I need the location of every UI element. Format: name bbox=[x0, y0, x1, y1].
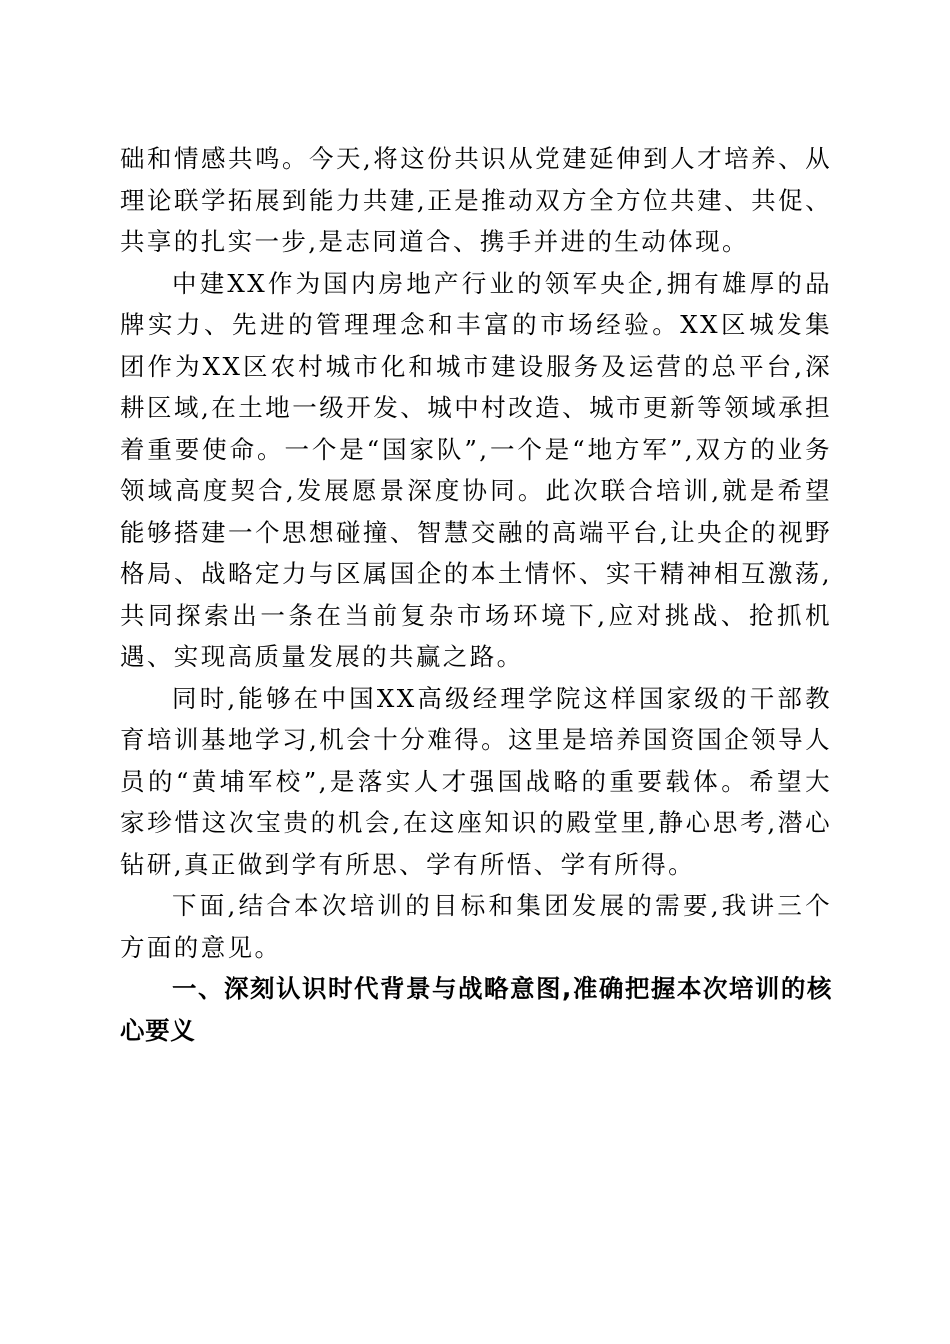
paragraph-continued: 础和情感共鸣。今天,将这份共识从党建延伸到人才培养、从理论联学拓展到能力共建,正是推动双方全方位共建、共促、共享的扎实一步,是志同道合、携手并进的生动体现。 bbox=[120, 144, 832, 256]
section-heading: 一、深刻认识时代背景与战略意图,准确把握本次培训的核心要义 bbox=[120, 974, 832, 1045]
paragraph-partners: 中建XX作为国内房地产行业的领军央企,拥有雄厚的品牌实力、先进的管理理念和丰富的市场经验。XX区城发集团作为XX区农村城市化和城市建设服务及运营的总平台,深耕区域,在土地一级开发、城中村改造、城市更新等领域承担着重要使命。一个是“国家队”,一个是“地方军”,双方的业务领域高度契合,发展愿景深度协同。此次联合培训,就是希望能够搭建一个思想碰撞、智慧交融的高端平台,让央企的视野格局、战略定力与区属国企的本土情怀、实干精神相互激荡,共同探索出一条在当前复杂市场环境下,应对挑战、抢抓机遇、实现高质量发展的共赢之路。 bbox=[120, 268, 832, 671]
document-body bbox=[120, 138, 832, 1051]
paragraph-outline: 下面,结合本次培训的目标和集团发展的需要,我讲三个方面的意见。 bbox=[120, 891, 832, 962]
paragraph-training-base: 同时,能够在中国XX高级经理学院这样国家级的干部教育培训基地学习,机会十分难得。这里是培养国资国企领导人员的“黄埔军校”,是落实人才强国战略的重要载体。希望大家珍惜这次宝贵的机会,在这座知识的殿堂里,静心思考,潜心钻研,真正做到学有所思、学有所悟、学有所得。 bbox=[120, 683, 832, 879]
